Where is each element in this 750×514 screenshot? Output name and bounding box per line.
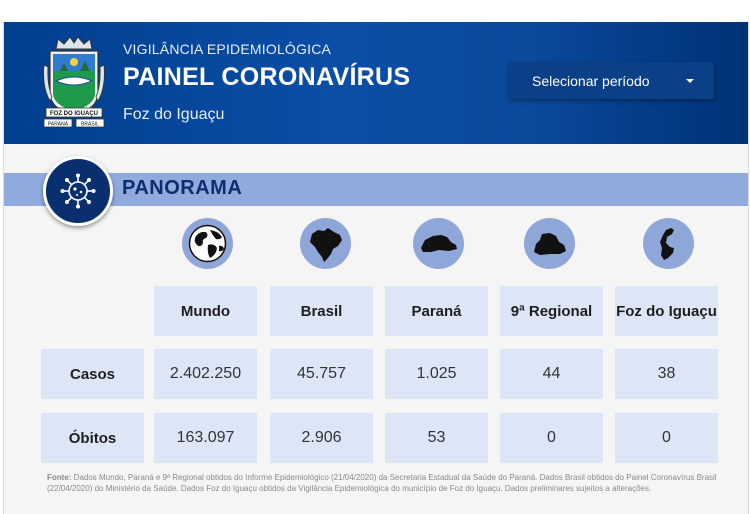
table-cell: 44 <box>500 349 603 399</box>
table-cell: 163.097 <box>154 413 257 463</box>
svg-text:BRASIL: BRASIL <box>81 121 99 128</box>
brazil-map-icon <box>300 218 351 269</box>
row-header-casos: Casos <box>41 349 144 399</box>
table-cell: 2.402.250 <box>154 349 257 399</box>
virus-icon <box>58 171 98 211</box>
globe-icon <box>182 218 233 269</box>
row-header-obitos: Óbitos <box>41 413 144 463</box>
header <box>4 22 748 144</box>
source-footnote <box>47 473 723 494</box>
svg-text:FOZ DO IGUAÇU: FOZ DO IGUAÇU <box>50 111 98 117</box>
table-cell: 0 <box>615 413 718 463</box>
header-subtitle: VIGILÂNCIA EPIDEMIOLÓGICA <box>123 41 332 57</box>
table-cell: 38 <box>615 349 718 399</box>
column-header-mundo: Mundo <box>154 286 257 336</box>
column-header-regional: 9ª Regional <box>500 286 603 336</box>
section-bar <box>4 173 748 206</box>
table-cell: 45.757 <box>270 349 373 399</box>
regional-map-icon <box>524 218 575 269</box>
column-header-parana: Paraná <box>385 286 488 336</box>
column-header-brasil: Brasil <box>270 286 373 336</box>
section-badge <box>43 156 113 226</box>
table-cell: 0 <box>500 413 603 463</box>
footnote-label: Fonte: <box>47 473 72 482</box>
select-period-dropdown[interactable] <box>509 62 714 99</box>
dashboard-card <box>3 22 749 514</box>
parana-map-icon <box>413 218 464 269</box>
column-header-foz: Foz do Iguaçu <box>615 286 718 336</box>
footnote-text: Dados Mundo, Paraná e 9ª Regional obtidos do Informe Epidemiológico (21/04/2020) da Secretaria Estadual da Saúde do Paraná. Dados Brasil obtidos do Painel Coronavírus Brasil (22/04/2020) do Ministério da Saúde. Dados Foz do Iguaçu obtidos da Vigilância Epidemiológica do município de Foz do Iguaçu. Dados preliminares sujeitos a alterações. <box>47 473 717 493</box>
table-cell: 1.025 <box>385 349 488 399</box>
coat-of-arms-icon <box>42 35 106 131</box>
caret-down-icon <box>686 79 694 83</box>
svg-text:PARANÁ: PARANÁ <box>47 121 69 128</box>
table-cell: 2.906 <box>270 413 373 463</box>
page-title: PAINEL CORONAVÍRUS <box>123 63 411 91</box>
table-cell: 53 <box>385 413 488 463</box>
header-city: Foz do Iguaçu <box>123 106 225 123</box>
select-period-label: Selecionar período <box>532 73 650 89</box>
section-title: PANORAMA <box>122 177 243 199</box>
foz-map-icon <box>643 218 694 269</box>
